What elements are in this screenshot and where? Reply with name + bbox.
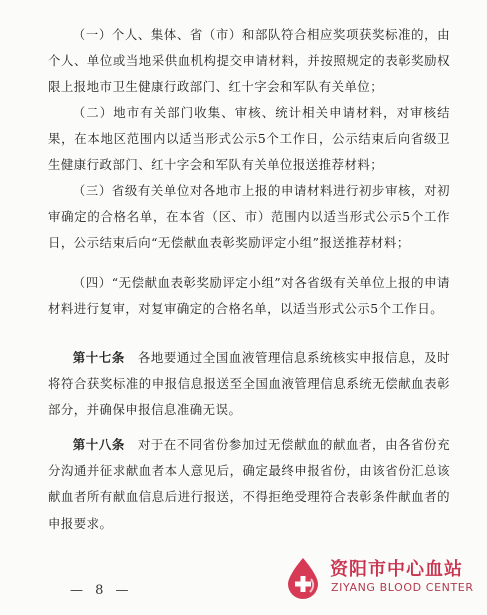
watermark-title: 资阳市中心血站: [330, 559, 463, 580]
blood-drop-plus-icon: [280, 555, 326, 601]
article-18-text: 对于在不同省份参加过无偿献血的献血者，由各省份充分沟通并征求献血者本人意见后，确定最终申报省份，由该省份汇总该献血者所有献血信息后进行报送，不得拒绝受理符合表彰条件献血者的申报要求。: [48, 437, 451, 531]
watermark-subtitle: ZIYANG BLOOD CENTER: [331, 581, 474, 594]
paragraph-item-2: （二）地市有关部门收集、审核、统计相关申请材料，对审核结果，在本地区范围内以适当形式公示5个工作日，公示结束后向省级卫生健康行政部门、红十字会和军队有关单位报送推荐材料；: [48, 105, 450, 173]
page-number: — 8 —: [70, 583, 133, 598]
article-17: [48, 345, 450, 424]
article-18: [48, 432, 450, 537]
watermark: [280, 555, 480, 605]
article-17-text: 各地要通过全国血液管理信息系统核实申报信息，及时将符合获奖标准的申报信息报送至全国血液管理信息系统无偿献血表彰部分，并确保申报信息准确无误。: [48, 350, 451, 418]
paragraph-item-3: （三）省级有关单位对各地市上报的申请材料进行初步审核，对初审确定的合格名单，在本省（区、市）范围内以适当形式公示5个工作日，公示结束后向“无偿献血表彰奖励评定小组”报送推荐材料；: [48, 183, 450, 251]
article-18-label: 第十八条: [72, 437, 125, 452]
article-17-label: 第十七条: [72, 350, 125, 365]
paragraph-item-4: （四）“无偿献血表彰奖励评定小组”对各省级有关单位上报的申请材料进行复审，对复审确定的合格名单，以适当形式公示5个工作日。: [48, 275, 450, 317]
paragraph-item-1: （一）个人、集体、省（市）和部队符合相应奖项获奖标准的，由个人、单位或当地采供血机构提交申请材料，并按照规定的表彰奖励权限上报地市卫生健康行政部门、红十字会和军队有关单位；: [48, 27, 450, 95]
